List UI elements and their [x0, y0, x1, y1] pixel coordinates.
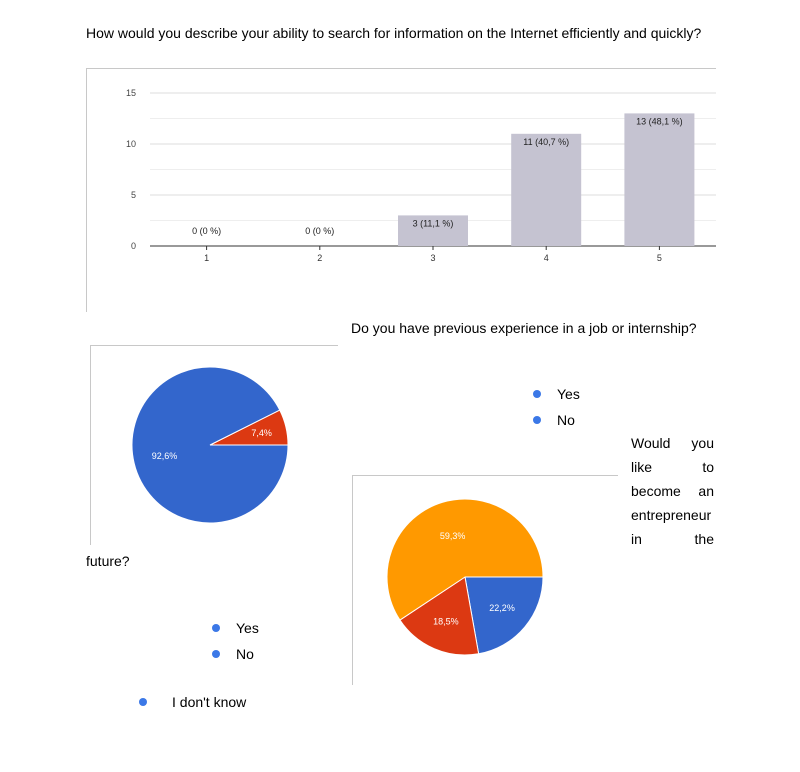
y-tick-label: 5: [130, 190, 136, 200]
pie-experience-frame-left: [90, 345, 91, 545]
y-tick-label: 15: [125, 88, 136, 98]
y-tick-label: 0: [130, 241, 136, 251]
question-entrepreneur-word: become: [631, 483, 681, 499]
bar-data-label: 11 (40,7 %): [523, 136, 570, 147]
pie-slice-label: 7,4%: [251, 427, 272, 438]
question-entrepreneur-line: [631, 434, 714, 452]
bar-data-label: 3 (11,1 %): [412, 218, 454, 229]
question-entrepreneur-word: entrepreneur: [631, 507, 712, 523]
question-entrepreneur-tail: future?: [86, 553, 130, 569]
x-tick-label: 5: [656, 253, 662, 263]
pie-slice-label: 92,6%: [151, 450, 178, 461]
experience-legend-label: Yes: [557, 386, 580, 402]
bullet-dot-icon: [139, 698, 147, 706]
entrepreneur-legend-label: Yes: [236, 620, 259, 636]
pie-entrepreneur-frame-left: [352, 475, 353, 685]
pie-experience-frame-top: [90, 345, 338, 346]
bar-4: [511, 134, 581, 246]
question-entrepreneur-line: [631, 530, 714, 548]
bar-chart-search-ability: [86, 69, 726, 289]
pie-entrepreneur-frame-top: [352, 475, 618, 476]
pie-slice-label: 22,2%: [489, 603, 515, 614]
pie-slice: [132, 367, 288, 523]
question-entrepreneur-line: [631, 482, 714, 500]
question-entrepreneur-line: [631, 458, 714, 476]
question-entrepreneur-word: Would: [631, 435, 671, 451]
question-previous-experience: Do you have previous experience in a job or internship?: [351, 320, 697, 336]
question-entrepreneur-word: to: [702, 459, 714, 475]
experience-legend-label: No: [557, 412, 575, 428]
question-search-ability: How would you describe your ability to search for information on the Internet efficiently and quickly?: [86, 25, 702, 41]
question-entrepreneur-word: you: [691, 435, 714, 451]
question-entrepreneur-word: the: [694, 531, 714, 547]
y-tick-label: 10: [125, 139, 136, 149]
bar-data-label: 0 (0 %): [192, 226, 222, 236]
x-tick-label: 4: [543, 253, 549, 263]
bar-data-label: 13 (48,1 %): [636, 116, 683, 127]
question-entrepreneur-word: like: [631, 459, 653, 475]
question-entrepreneur-line: [631, 506, 714, 524]
pie-chart-entrepreneur: [385, 497, 545, 657]
bullet-dot-icon: [212, 624, 220, 632]
pie-slice-label: 18,5%: [433, 616, 459, 627]
bullet-dot-icon: [533, 416, 541, 424]
x-tick-label: 3: [430, 253, 436, 263]
x-tick-label: 1: [204, 253, 210, 263]
bullet-dot-icon: [212, 650, 220, 658]
bar-data-label: 0 (0 %): [305, 226, 335, 236]
pie-chart-previous-experience: [130, 365, 292, 527]
question-entrepreneur-word: an: [698, 483, 714, 499]
bar-5: [624, 113, 694, 246]
x-tick-label: 2: [317, 253, 323, 263]
pie-slice-label: 59,3%: [439, 530, 466, 541]
entrepreneur-legend-label: No: [236, 646, 254, 662]
bullet-dot-icon: [533, 390, 541, 398]
entrepreneur-legend-label: I don't know: [172, 694, 247, 710]
question-entrepreneur-word: in: [631, 531, 642, 547]
